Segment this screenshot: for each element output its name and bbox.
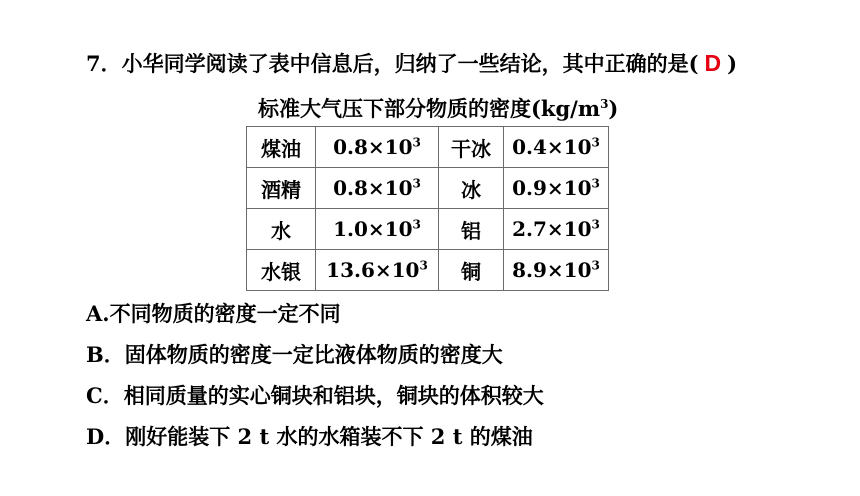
table-title-exponent: 3 xyxy=(600,97,609,111)
density-mantissa: 0.4×10 xyxy=(512,135,592,159)
table-row xyxy=(247,127,609,168)
density-exponent: 3 xyxy=(591,258,600,273)
density-table xyxy=(246,126,609,291)
option-a: A.不同物质的密度一定不同 xyxy=(86,301,341,326)
density-exponent: 3 xyxy=(591,135,600,150)
density-cell xyxy=(316,250,439,291)
table-title-text: 标准大气压下部分物质的密度(kg/m xyxy=(258,96,601,121)
density-mantissa: 1.0×10 xyxy=(333,217,413,241)
density-cell xyxy=(316,209,439,250)
density-mantissa: 2.7×10 xyxy=(512,217,592,241)
density-exponent: 3 xyxy=(591,217,600,232)
table-row xyxy=(247,250,609,291)
option-b: B．固体物质的密度一定比液体物质的密度大 xyxy=(86,342,503,367)
table-title xyxy=(258,93,618,123)
substance-cell: 水 xyxy=(247,209,316,250)
density-exponent: 3 xyxy=(412,217,421,232)
density-mantissa: 0.9×10 xyxy=(512,176,592,200)
substance-cell: 冰 xyxy=(439,168,504,209)
answer-mark: D xyxy=(704,50,722,76)
table-row xyxy=(247,168,609,209)
substance-cell: 干冰 xyxy=(439,127,504,168)
density-mantissa: 8.9×10 xyxy=(512,258,592,282)
density-cell xyxy=(504,250,609,291)
option-c: C．相同质量的实心铜块和铝块，铜块的体积较大 xyxy=(86,383,544,408)
substance-cell: 煤油 xyxy=(247,127,316,168)
density-exponent: 3 xyxy=(412,135,421,150)
substance-cell: 铝 xyxy=(439,209,504,250)
density-exponent: 3 xyxy=(419,258,428,273)
table-title-close: ) xyxy=(608,96,619,121)
density-exponent: 3 xyxy=(591,176,600,191)
density-mantissa: 13.6×10 xyxy=(326,258,420,282)
substance-cell: 铜 xyxy=(439,250,504,291)
density-mantissa: 0.8×10 xyxy=(333,176,413,200)
density-cell xyxy=(504,127,609,168)
option-d: D．刚好能装下 2 t 水的水箱装不下 2 t 的煤油 xyxy=(86,424,533,449)
density-cell xyxy=(504,168,609,209)
substance-cell: 水银 xyxy=(247,250,316,291)
density-cell xyxy=(316,127,439,168)
question-close-paren: ) xyxy=(727,51,738,76)
question-text: 7．小华同学阅读了表中信息后，归纳了一些结论，其中正确的是( xyxy=(86,51,699,76)
substance-cell: 酒精 xyxy=(247,168,316,209)
density-cell xyxy=(316,168,439,209)
table-row xyxy=(247,209,609,250)
density-cell xyxy=(504,209,609,250)
density-mantissa: 0.8×10 xyxy=(333,135,413,159)
density-exponent: 3 xyxy=(412,176,421,191)
question-stem xyxy=(86,48,737,78)
